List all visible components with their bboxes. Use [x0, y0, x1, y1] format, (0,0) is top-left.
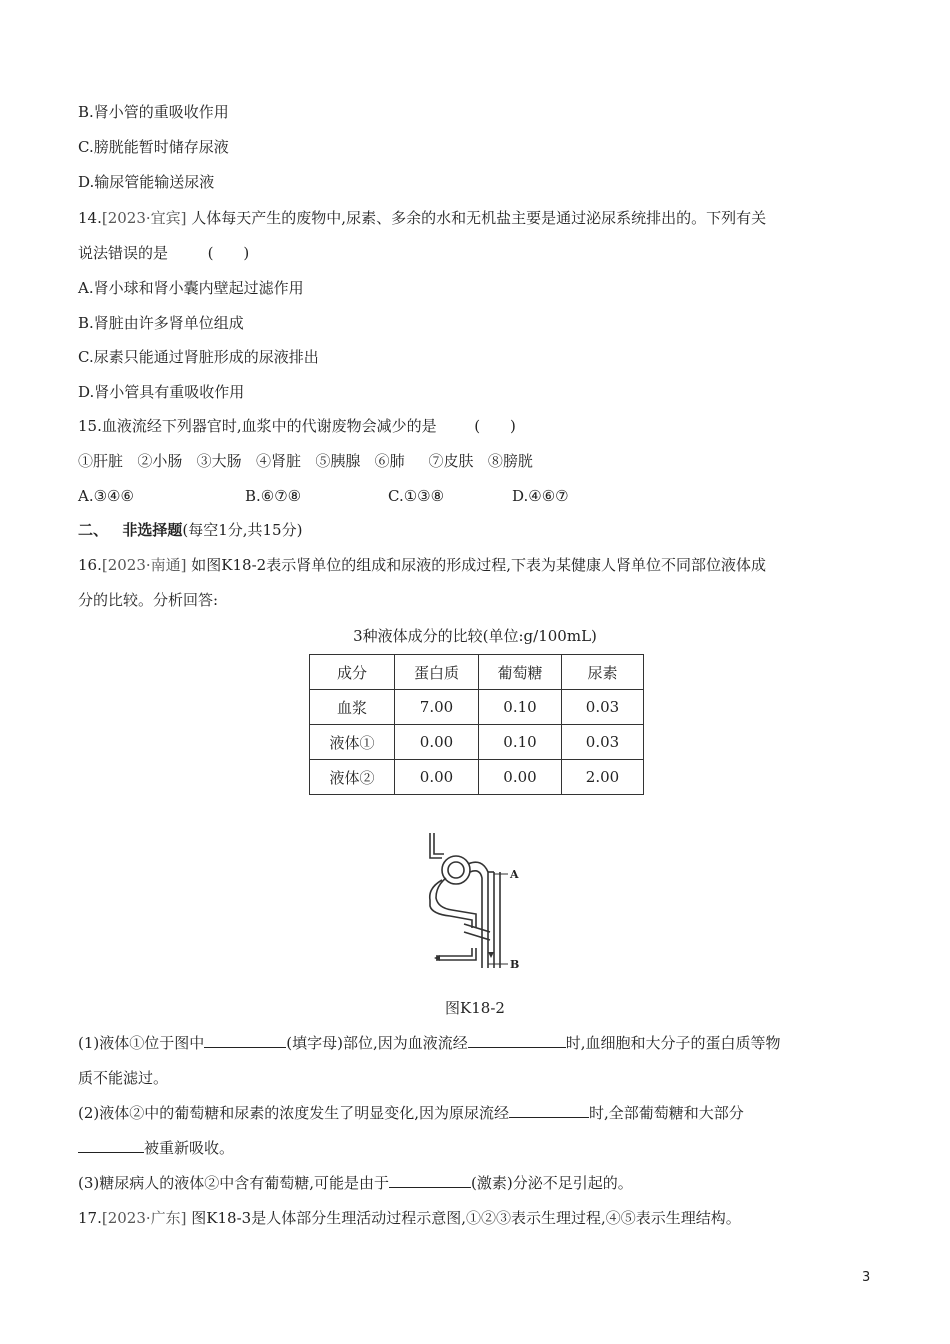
table-cell: 7.00	[395, 690, 479, 725]
table-cell: 血浆	[310, 690, 395, 725]
table-header-cell: 蛋白质	[395, 655, 479, 690]
q15-options	[78, 486, 569, 506]
table-cell: 液体①	[310, 725, 395, 760]
q16-part2	[78, 1103, 744, 1123]
q17-source: [2023·广东]	[101, 1209, 187, 1227]
q15-stem-text: 15.血液流经下列器官时,血浆中的代谢废物会减少的是	[78, 417, 437, 435]
section-label: 二、	[78, 521, 109, 539]
q17-number: 17.	[78, 1209, 102, 1227]
q14-stem-line2	[78, 243, 249, 263]
tubule	[468, 862, 488, 968]
q14-stem-line1	[78, 208, 766, 228]
q15-stem	[78, 416, 516, 436]
q15-organ: ④肾脏	[255, 452, 301, 470]
q16-part1-text-a: (1)液体①位于图中	[78, 1034, 205, 1052]
q15-answer-paren: ( )	[474, 417, 516, 435]
q15-organ: ⑥肺	[374, 452, 405, 470]
q17-stem-text: 图K18-3是人体部分生理活动过程示意图,①②③表示生理过程,④⑤表示生理结构。	[191, 1209, 741, 1227]
q16-number: 16.	[78, 556, 102, 574]
answer-blank[interactable]	[78, 1138, 144, 1153]
q15-option-d: D.④⑥⑦	[512, 487, 569, 505]
table-cell: 0.00	[395, 760, 479, 795]
q16-part2-text-a: (2)液体②中的葡萄糖和尿素的浓度发生了明显变化,因为原尿流经	[78, 1104, 510, 1122]
table-row	[310, 725, 644, 760]
table-cell: 液体②	[310, 760, 395, 795]
table-header-cell: 成分	[310, 655, 395, 690]
table-header-cell: 葡萄糖	[479, 655, 562, 690]
q15-organ: ①肝脏	[78, 452, 124, 470]
q13-option-b: B.肾小管的重吸收作用	[78, 103, 229, 121]
q13-option-c: C.膀胱能暂时储存尿液	[78, 138, 229, 156]
q15-organ: ⑦皮肤	[428, 452, 474, 470]
nephron-diagram	[420, 828, 530, 978]
table-cell: 0.10	[479, 725, 562, 760]
q14-option-a: A.肾小球和肾小囊内壁起过滤作用	[78, 279, 304, 297]
label-b: B	[510, 958, 520, 971]
q16-part1-text-c: 时,血细胞和大分子的蛋白质等物	[565, 1034, 781, 1052]
page-number: 3	[862, 1270, 871, 1285]
q16-part3-text-b: (激素)分泌不足引起的。	[471, 1174, 633, 1192]
q16-part3	[78, 1173, 633, 1193]
table-header-row	[310, 655, 644, 690]
table-cell: 0.10	[479, 690, 562, 725]
q14-option-d: D.肾小管具有重吸收作用	[78, 383, 245, 401]
q15-option-a: A.③④⑥	[78, 487, 134, 505]
table-cell: 0.00	[479, 760, 562, 795]
answer-blank[interactable]	[204, 1033, 286, 1048]
q16-stem-line2: 分的比较。分析回答:	[78, 591, 219, 609]
label-a: A	[510, 868, 519, 881]
q13-option-d: D.输尿管能输送尿液	[78, 173, 215, 191]
q15-option-b: B.⑥⑦⑧	[245, 487, 302, 505]
down-arrow	[488, 952, 494, 958]
table-cell: 0.00	[395, 725, 479, 760]
q15-organ: ⑤胰腺	[315, 452, 361, 470]
q16-part1-cont: 质不能滤过。	[78, 1069, 169, 1087]
q14-number: 14.	[78, 209, 102, 227]
q15-organ-list	[78, 451, 533, 471]
q16-stem-text: 如图K18-2表示肾单位的组成和尿液的形成过程,下表为某健康人肾单位不同部位液体成	[191, 556, 766, 574]
section-note: (每空1分,共15分)	[182, 521, 303, 539]
q15-option-c: C.①③⑧	[388, 487, 445, 505]
table-cell: 2.00	[562, 760, 644, 795]
answer-blank[interactable]	[389, 1173, 471, 1188]
section-heading	[78, 520, 302, 540]
q14-option-b: B.肾脏由许多肾单位组成	[78, 314, 244, 332]
table-cell: 0.03	[562, 690, 644, 725]
q16-stem-line1	[78, 555, 766, 575]
q16-part2-text-b: 时,全部葡萄糖和大部分	[589, 1104, 744, 1122]
q14-source: [2023·宜宾]	[101, 209, 187, 227]
glomerulus	[442, 856, 470, 884]
q16-source: [2023·南通]	[101, 556, 187, 574]
answer-blank[interactable]	[468, 1033, 566, 1048]
q16-part1-text-b: (填字母)部位,因为血液流经	[286, 1034, 468, 1052]
answer-blank[interactable]	[509, 1103, 589, 1118]
q15-organ: ⑧膀胱	[487, 452, 533, 470]
q16-part2-cont	[78, 1138, 234, 1158]
q14-stem-text: 人体每天产生的废物中,尿素、多余的水和无机盐主要是通过泌尿系统排出的。下列有关	[191, 209, 767, 227]
table-title: 3种液体成分的比较(单位:g/100mL)	[353, 627, 597, 645]
table-row	[310, 690, 644, 725]
q16-part2-text-c: 被重新吸收。	[144, 1139, 235, 1157]
table-header-cell: 尿素	[562, 655, 644, 690]
q16-part1	[78, 1033, 781, 1053]
figure-caption: 图K18-2	[445, 999, 505, 1017]
table-row	[310, 760, 644, 795]
q14-option-c: C.尿素只能通过肾脏形成的尿液排出	[78, 348, 319, 366]
table-cell: 0.03	[562, 725, 644, 760]
q16-part3-text-a: (3)糖尿病人的液体②中含有葡萄糖,可能是由于	[78, 1174, 390, 1192]
q15-organ: ②小肠	[137, 452, 183, 470]
q15-organ: ③大肠	[196, 452, 242, 470]
composition-table	[309, 654, 644, 795]
section-title: 非选择题	[122, 521, 183, 539]
q14-stem-text2: 说法错误的是	[78, 244, 169, 262]
q17-stem	[78, 1208, 741, 1228]
q14-answer-paren: ( )	[207, 244, 250, 262]
